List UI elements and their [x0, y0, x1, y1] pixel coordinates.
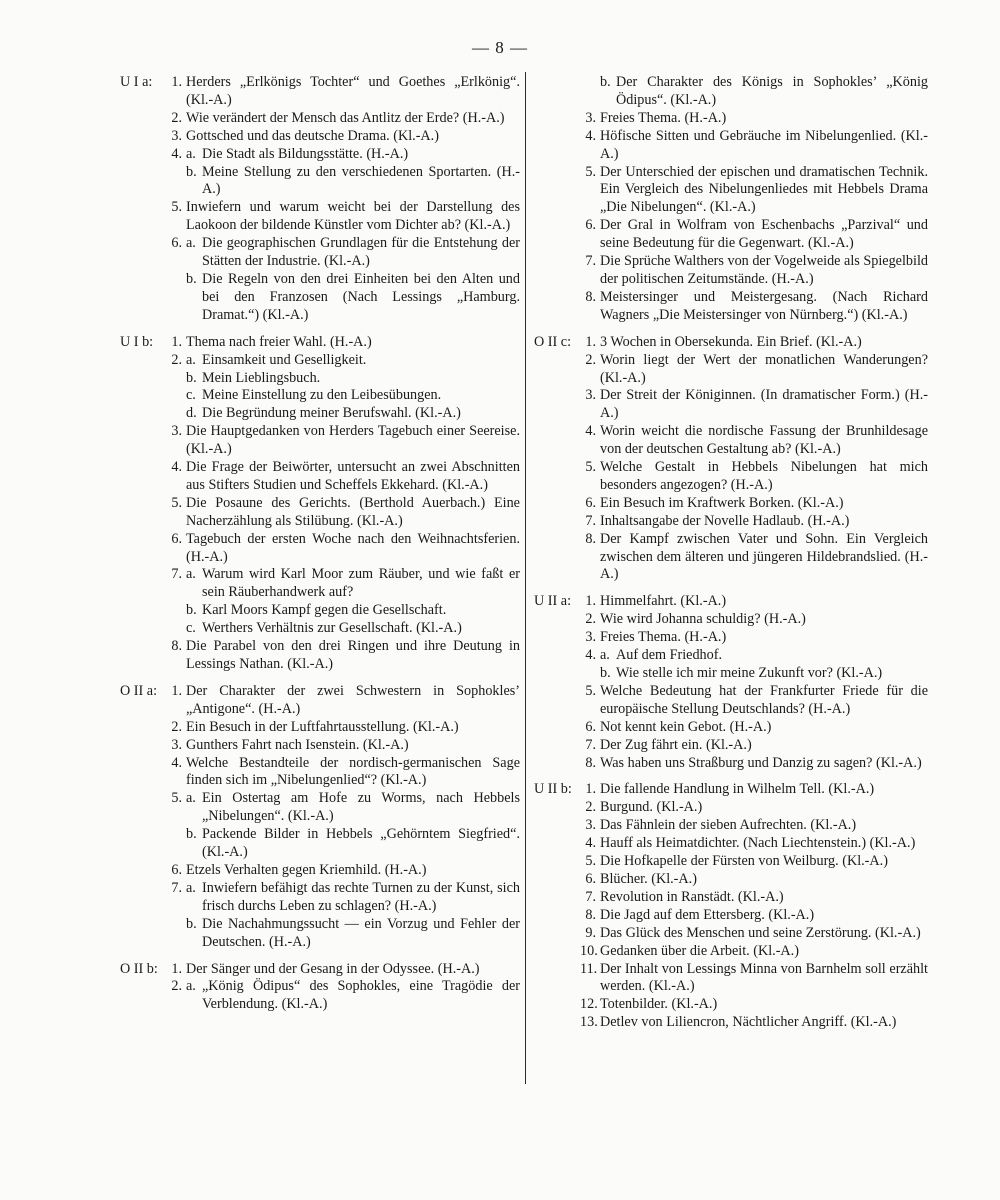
topic-text: Tagebuch der ersten Woche nach den Weihnachtsferien. (H.-A.)	[186, 530, 520, 565]
subtopic-text: Meine Stellung zu den verschiedenen Sportarten. (H.-A.)	[202, 163, 520, 198]
topic-item	[171, 351, 520, 424]
subtopic-text: Der Charakter des Königs in Sophokles’ „König Ödipus“. (Kl.-A.)	[616, 74, 928, 108]
topic-number: 3.	[171, 736, 182, 753]
topic-item	[585, 888, 928, 907]
subtopic-text: Warum wird Karl Moor zum Räuber, und wie faßt er sein Räuberhandwerk auf?	[202, 566, 520, 601]
subtopic	[600, 647, 928, 665]
topic-number: 9.	[585, 924, 596, 941]
class-label: O II b:	[120, 960, 158, 977]
topic-section	[120, 334, 520, 674]
topic-item	[585, 593, 928, 611]
topic-number: 6.	[585, 494, 596, 511]
topic-text: Totenbilder. (Kl.-A.)	[600, 996, 718, 1013]
subtopic	[186, 602, 520, 620]
topic-number: 1.	[171, 960, 182, 977]
topic-number: 6.	[171, 861, 182, 878]
subtopic-letter: a.	[186, 978, 196, 995]
topic-number: 1.	[171, 333, 182, 350]
subtopic	[186, 826, 520, 862]
left-column	[120, 74, 520, 1023]
topic-item	[585, 253, 928, 289]
subtopic-text: Mein Lieblingsbuch.	[202, 369, 321, 386]
topic-item	[585, 351, 928, 388]
topic-item	[171, 879, 520, 952]
topic-text: Herders „Erlkönigs Tochter“ und Goethes „Erlkönig“. (Kl.-A.)	[186, 74, 520, 108]
topic-number: 3.	[585, 387, 596, 404]
topic-number: 1.	[585, 781, 596, 798]
topic-text: Die Posaune des Gerichts. (Berthold Auerbach.) Eine Nacherzählung als Stilübung. (Kl.-A.)	[186, 494, 520, 529]
topic-item	[585, 924, 928, 943]
topic-number: 3.	[585, 629, 596, 646]
topic-text: Der Gral in Wolfram von Eschenbachs „Parzival“ und seine Bedeutung für die Gegenwart. (Kl.-A.)	[600, 217, 928, 252]
topic-number: 1.	[585, 333, 596, 350]
topic-text: Not kennt kein Gebot. (H.-A.)	[600, 718, 772, 735]
topic-text: Wie wird Johanna schuldig? (H.-A.)	[600, 611, 806, 628]
topic-text: Der Streit der Königinnen. (In dramatischer Form.) (H.-A.)	[600, 387, 928, 422]
subtopic-text: Auf dem Friedhof.	[616, 647, 722, 664]
topic-number: 10.	[580, 942, 598, 959]
topic-number: 5.	[585, 459, 596, 476]
topic-text: Der Zug fährt ein. (Kl.-A.)	[600, 736, 752, 753]
topic-item	[580, 1014, 928, 1032]
topic-text: Inwiefern und warum weicht bei der Darstellung des Laokoon der bildende Künstler vom Dichter ab? (Kl.-A.)	[186, 199, 520, 234]
subtopic-text: „König Ödipus“ des Sophokles, eine Tragödie der Verblendung. (Kl.-A.)	[202, 978, 520, 1013]
topic-text: Der Charakter der zwei Schwestern in Sophokles’ „Antigone“. (H.-A.)	[186, 682, 520, 717]
topic-text: Inhaltsangabe der Novelle Hadlaub. (H.-A.)	[600, 512, 850, 529]
topic-text: Worin liegt der Wert der monatlichen Wanderungen? (Kl.-A.)	[600, 351, 928, 386]
topic-text: Die Hauptgedanken von Herders Tagebuch einer Seereise. (Kl.-A.)	[186, 423, 520, 458]
topic-number: 6.	[585, 718, 596, 735]
topic-text: Der Kampf zwischen Vater und Sohn. Ein Vergleich zwischen dem älteren und jüngeren Hildebrandslied. (H.-A.)	[600, 530, 928, 583]
topic-number: 5.	[171, 199, 182, 216]
topic-text: Welche Gestalt in Hebbels Nibelungen hat mich besonders angezogen? (H.-A.)	[600, 459, 928, 493]
subtopic-text: Einsamkeit und Geselligkeit.	[202, 351, 367, 368]
subtopic	[186, 370, 520, 388]
topic-number: 4.	[585, 127, 596, 144]
subtopic	[186, 405, 520, 423]
subtopic	[600, 74, 928, 110]
topic-text: Blücher. (Kl.-A.)	[600, 870, 697, 887]
subtopic-letter: a.	[186, 790, 196, 807]
topic-number: 1.	[171, 682, 182, 699]
topic-number: 7.	[171, 879, 182, 896]
topic-item	[585, 835, 928, 853]
topic-item	[171, 333, 520, 352]
topic-item	[171, 790, 520, 862]
topic-text: Detlev von Liliencron, Nächtlicher Angriff. (Kl.-A.)	[600, 1014, 897, 1031]
subtopic	[186, 146, 520, 164]
topic-item	[580, 996, 928, 1014]
subtopic-letter: a.	[186, 566, 196, 583]
topic-text: Höfische Sitten und Gebräuche im Nibelungenlied. (Kl.-A.)	[600, 127, 928, 162]
topic-text: Welche Bestandteile der nordisch-germanischen Sage finden sich im „Nibelungenlied“? (Kl.-A.)	[186, 754, 520, 789]
topic-text: Hauff als Heimatdichter. (Nach Liechtenstein.) (Kl.-A.)	[600, 835, 916, 852]
topic-text: Was haben uns Straßburg und Danzig zu sagen? (Kl.-A.)	[600, 754, 922, 771]
topic-item	[585, 906, 928, 925]
topic-item	[585, 799, 928, 817]
topic-text: Die Parabel von den drei Ringen und ihre Deutung in Lessings Nathan. (Kl.-A.)	[186, 638, 520, 672]
topic-item	[585, 109, 928, 128]
topic-text: Meistersinger und Meistergesang. (Nach Richard Wagners „Die Meistersinger von Nürnberg.“) (Kl.-A.)	[600, 288, 928, 323]
topic-text: Die Jagd auf dem Ettersberg. (Kl.-A.)	[600, 906, 815, 923]
subtopic-letter: b.	[600, 665, 611, 681]
topic-item	[585, 459, 928, 495]
topic-number: 7.	[171, 566, 182, 583]
topic-number: 1.	[585, 593, 596, 610]
subtopic-letter: a.	[600, 647, 610, 664]
topic-item	[171, 74, 520, 110]
topic-text: Gedanken über die Arbeit. (Kl.-A.)	[600, 942, 799, 959]
topic-item	[585, 736, 928, 755]
topic-text: Worin weicht die nordische Fassung der Brunhildesage von der deutschen Gestaltung ab? (Kl.-A.)	[600, 423, 928, 458]
topic-item	[585, 682, 928, 719]
subtopic	[186, 352, 520, 370]
topic-number: 3.	[171, 423, 182, 440]
topic-item	[171, 109, 520, 128]
topic-item	[585, 611, 928, 629]
subtopic-text: Werthers Verhältnis zur Gesellschaft. (Kl.-A.)	[202, 620, 462, 637]
topic-number: 6.	[171, 235, 182, 252]
topic-item	[171, 459, 520, 495]
topic-item	[585, 870, 928, 889]
topic-number: 2.	[585, 611, 596, 628]
topic-item	[171, 423, 520, 459]
topic-number: 1.	[171, 74, 182, 90]
topic-item	[171, 235, 520, 325]
topic-number: 7.	[585, 888, 596, 905]
topic-section	[534, 334, 928, 585]
topic-number: 11.	[580, 960, 598, 977]
topic-item	[600, 74, 928, 110]
subtopic-letter: b.	[186, 602, 197, 619]
subtopic-text: Wie stelle ich mir meine Zukunft vor? (Kl.-A.)	[616, 665, 883, 681]
topic-number: 5.	[171, 494, 182, 511]
subtopic	[186, 790, 520, 826]
subtopic-letter: b.	[186, 163, 197, 180]
topic-number: 12.	[580, 996, 598, 1013]
subtopic-text: Die geographischen Grundlagen für die Entstehung der Stätten der Industrie. (Kl.-A.)	[202, 235, 520, 270]
topic-number: 4.	[585, 835, 596, 852]
topic-number: 5.	[171, 790, 182, 807]
topic-item	[171, 736, 520, 755]
topic-item	[585, 217, 928, 253]
topic-item	[171, 718, 520, 737]
subtopic-letter: a.	[186, 235, 196, 252]
subtopic-text: Die Regeln von den drei Einheiten bei den Alten und bei den Franzosen (Nach Lessings „Hamburg. Dramat.“) (Kl.-A.)	[202, 270, 520, 323]
subtopic	[600, 665, 928, 683]
topic-item	[580, 942, 928, 961]
topic-number: 2.	[171, 718, 182, 735]
topic-text: Die Frage der Beiwörter, untersucht an zwei Abschnitten aus Stifters Studien und Scheffels Ekkehard. (Kl.-A.)	[186, 459, 520, 493]
topic-item	[585, 512, 928, 531]
page-number: — 8 —	[472, 38, 528, 57]
class-label: U II a:	[534, 593, 572, 610]
subtopic-letter: a.	[186, 145, 196, 162]
topic-number: 5.	[585, 682, 596, 699]
subtopic-letter: d.	[186, 405, 197, 422]
topic-item	[585, 530, 928, 585]
topic-text: Gottsched und das deutsche Drama. (Kl.-A.)	[186, 127, 439, 144]
subtopic	[186, 235, 520, 271]
topic-text: Ein Besuch im Kraftwerk Borken. (Kl.-A.)	[600, 494, 844, 511]
subtopic	[186, 164, 520, 200]
column-divider	[525, 72, 526, 1084]
subtopic-text: Inwiefern befähigt das rechte Turnen zu der Kunst, sich frisch durchs Leben zu schlagen? (H.-A.)	[202, 879, 520, 914]
topic-text: Himmelfahrt. (Kl.-A.)	[600, 593, 727, 610]
topic-number: 5.	[585, 163, 596, 180]
topic-item	[171, 199, 520, 235]
subtopic-letter: b.	[600, 74, 611, 90]
class-label: U II b:	[534, 781, 572, 798]
topic-text: Die Hofkapelle der Fürsten von Weilburg. (Kl.-A.)	[600, 853, 888, 870]
topic-text: Burgund. (Kl.-A.)	[600, 799, 703, 816]
topic-text: Revolution in Ranstädt. (Kl.-A.)	[600, 888, 784, 905]
topic-number: 4.	[171, 754, 182, 771]
topic-item	[171, 978, 520, 1014]
topic-item	[585, 127, 928, 164]
topic-number: 6.	[585, 870, 596, 887]
topic-number: 2.	[171, 978, 182, 995]
topic-item	[585, 423, 928, 459]
right-column	[534, 74, 928, 1041]
subtopic-text: Packende Bilder in Hebbels „Gehörntem Siegfried“. (Kl.-A.)	[202, 826, 520, 861]
topic-section	[120, 961, 520, 1015]
topic-item	[585, 817, 928, 835]
topic-number: 2.	[171, 109, 182, 126]
topic-item	[585, 163, 928, 218]
topic-number: 3.	[585, 817, 596, 834]
topic-item	[585, 288, 928, 325]
subtopic-letter: b.	[186, 915, 197, 932]
subtopic-letter: a.	[186, 351, 196, 368]
topic-item	[171, 494, 520, 531]
topic-item	[585, 387, 928, 423]
class-label: U I a:	[120, 74, 153, 90]
topic-text: Das Fähnlein der sieben Aufrechten. (Kl.-A.)	[600, 817, 857, 834]
topic-number: 8.	[585, 906, 596, 923]
subtopic	[186, 978, 520, 1014]
topic-number: 13.	[580, 1014, 598, 1031]
topic-text: Der Inhalt von Lessings Minna von Barnhelm soll erzählt werden. (Kl.-A.)	[600, 960, 928, 995]
subtopic-text: Die Nachahmungssucht — ein Vorzug und Fehler der Deutschen. (H.-A.)	[202, 915, 520, 950]
subtopic-text: Die Begründung meiner Berufswahl. (Kl.-A.)	[202, 405, 461, 422]
subtopic	[186, 271, 520, 325]
topic-text: Der Sänger und der Gesang in der Odyssee. (H.-A.)	[186, 960, 480, 977]
topic-item	[585, 494, 928, 513]
topic-number: 5.	[585, 853, 596, 870]
topic-item	[585, 333, 928, 352]
topic-item	[585, 647, 928, 683]
subtopic-letter: b.	[186, 369, 197, 386]
topic-section	[534, 74, 928, 325]
topic-item	[171, 682, 520, 719]
topic-item	[585, 754, 928, 773]
topic-text: Ein Besuch in der Luftfahrtausstellung. (Kl.-A.)	[186, 718, 459, 735]
topic-text: Der Unterschied der epischen und dramatischen Technik. Ein Vergleich des Nibelungenliedes mit Hebbels Drama „Die Nibelungen“. (Kl.-A.)	[600, 163, 928, 216]
topic-number: 7.	[585, 736, 596, 753]
class-label: O II c:	[534, 333, 572, 350]
topic-number: 8.	[171, 638, 182, 655]
topic-number: 8.	[585, 530, 596, 547]
topic-text: Die Sprüche Walthers von der Vogelweide als Spiegelbild der politischen Zeitumstände. (H.-A.)	[600, 253, 928, 287]
topic-text: Etzels Verhalten gegen Kriemhild. (H.-A.)	[186, 861, 427, 878]
topic-section	[120, 683, 520, 952]
topic-number: 7.	[585, 253, 596, 270]
topic-number: 4.	[171, 145, 182, 162]
subtopic-text: Meine Einstellung zu den Leibesübungen.	[202, 387, 442, 404]
topic-number: 4.	[585, 647, 596, 664]
subtopic-letter: b.	[186, 826, 197, 843]
topic-item	[171, 566, 520, 638]
subtopic	[186, 880, 520, 916]
topic-text: Freies Thema. (H.-A.)	[600, 109, 727, 126]
subtopic	[186, 916, 520, 952]
topic-item	[171, 754, 520, 791]
topic-item	[171, 127, 520, 146]
topic-item	[171, 638, 520, 674]
topic-text: Gunthers Fahrt nach Isenstein. (Kl.-A.)	[186, 736, 409, 753]
topic-item	[171, 960, 520, 979]
topic-text: Freies Thema. (H.-A.)	[600, 629, 727, 646]
topic-item	[585, 853, 928, 871]
topic-item	[585, 781, 928, 799]
class-label: O II a:	[120, 682, 158, 699]
subtopic	[186, 566, 520, 602]
subtopic	[186, 620, 520, 638]
topic-text: Die fallende Handlung in Wilhelm Tell. (Kl.-A.)	[600, 781, 875, 798]
subtopic-text: Ein Ostertag am Hofe zu Worms, nach Hebbels „Nibelungen“. (Kl.-A.)	[202, 790, 520, 825]
topic-number: 7.	[585, 512, 596, 529]
subtopic-letter: a.	[186, 879, 196, 896]
subtopic-text: Karl Moors Kampf gegen die Gesellschaft.	[202, 602, 447, 619]
topic-item	[585, 629, 928, 647]
topic-number: 8.	[585, 754, 596, 771]
subtopic-text: Die Stadt als Bildungsstätte. (H.-A.)	[202, 145, 409, 162]
topic-text: Wie verändert der Mensch das Antlitz der Erde? (H.-A.)	[186, 109, 505, 126]
topic-text: Welche Bedeutung hat der Frankfurter Friede für die europäische Stellung Deutschlands? (H.-A.)	[600, 682, 928, 717]
topic-number: 2.	[171, 351, 182, 368]
topic-number: 3.	[585, 109, 596, 126]
topic-text: Das Glück des Menschen und seine Zerstörung. (Kl.-A.)	[600, 924, 921, 941]
topic-number: 8.	[585, 288, 596, 305]
subtopic	[186, 387, 520, 405]
topic-number: 3.	[171, 127, 182, 144]
topic-number: 6.	[585, 217, 596, 234]
topic-text: 3 Wochen in Obersekunda. Ein Brief. (Kl.-A.)	[600, 333, 862, 350]
topic-number: 4.	[585, 423, 596, 440]
subtopic-letter: c.	[186, 620, 196, 637]
subtopic-letter: c.	[186, 387, 196, 404]
topic-number: 2.	[585, 799, 596, 816]
class-label: U I b:	[120, 333, 154, 350]
subtopic-letter: b.	[186, 270, 197, 287]
topic-item	[585, 718, 928, 737]
topic-number: 2.	[585, 351, 596, 368]
topic-number: 6.	[171, 530, 182, 547]
topic-section	[534, 781, 928, 1032]
topic-item	[171, 530, 520, 567]
topic-section	[120, 74, 520, 325]
topic-number: 4.	[171, 459, 182, 476]
topic-item	[171, 145, 520, 200]
topic-item	[580, 960, 928, 997]
topic-section	[534, 593, 928, 772]
topic-item	[171, 861, 520, 880]
topic-text: Thema nach freier Wahl. (H.-A.)	[186, 333, 372, 350]
